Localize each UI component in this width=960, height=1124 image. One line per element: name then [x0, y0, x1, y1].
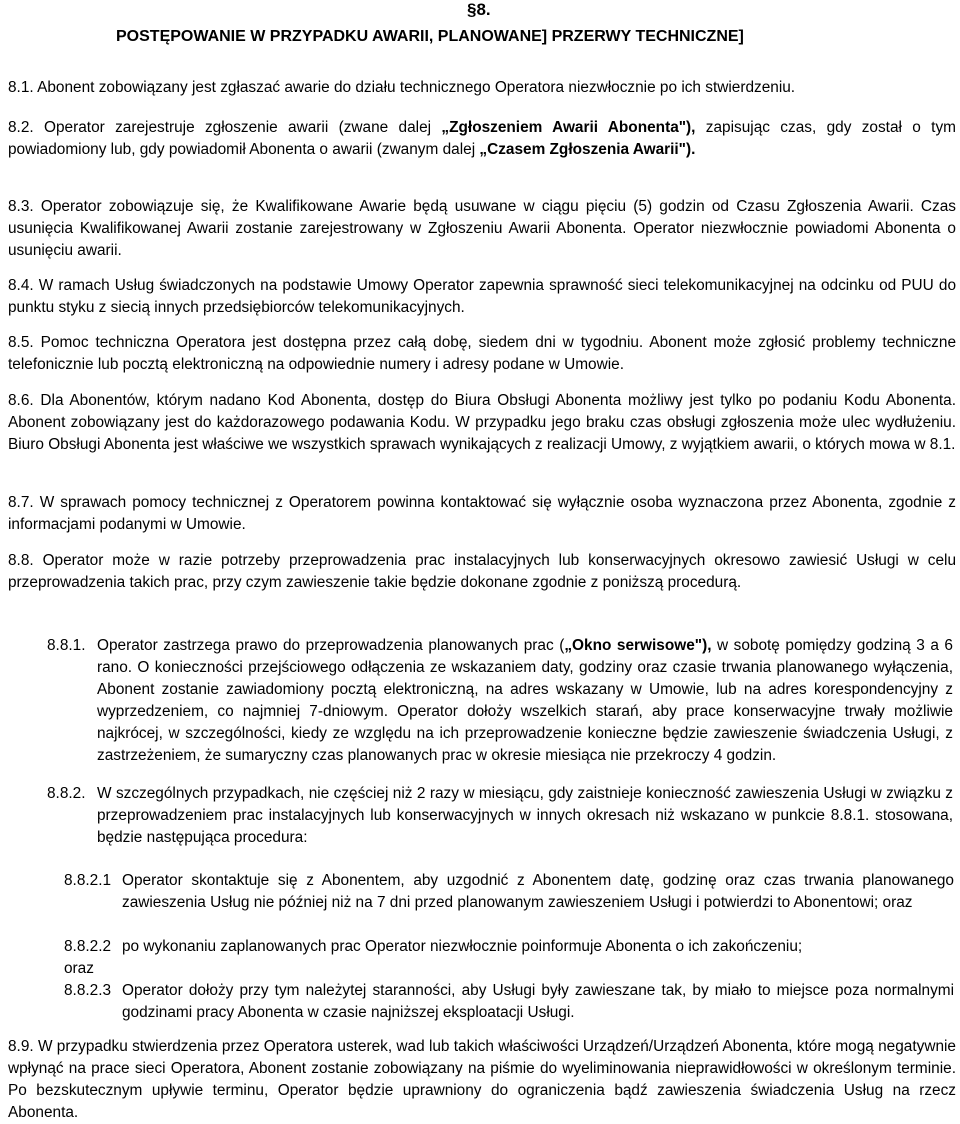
paragraph-8-4: 8.4. W ramach Usług świadczonych na podstawie Umowy Operator zapewnia sprawność sieci telekomunikacyjnej na odcinku od PUU do punktu styku z siecią innych przedsiębiorców telekomunikacyjnych. — [8, 277, 956, 316]
paragraph-8-8-2-1-number: 8.8.2.1 — [64, 872, 112, 889]
paragraph-8-8-2-3-number: 8.8.2.3 — [64, 982, 112, 999]
paragraph-8-8-1 — [47, 635, 953, 767]
paragraph-8-6: 8.6. Dla Abonentów, którym nadano Kod Abonenta, dostęp do Biura Obsługi Abonenta możliwy jest tylko po podaniu Kodu Abonenta. Abonent zobowiązany jest do każdorazowego podawania Kodu. W przypadku jego braku czas obsługi zgłoszenia może ulec wydłużeniu. Biuro Obsługi Abonenta jest właściwe we wszystkich sprawach wynikających z realizacji Umowy, z wyjątkiem awarii, o których mowa w 8.1. — [8, 392, 956, 453]
section-number: §8. — [467, 0, 491, 19]
paragraph-8-8-1-number: 8.8.1. — [47, 637, 86, 654]
paragraph-8-8-1-text-c: w sobotę pomiędzy godziną 3 a 6 rano. O konieczności przejściowego odłączenia ze wskazaniem daty, godziny oraz czasie trwania planowanego wyłączenia, Abonent zostanie zawiadomiony pocztą elektroniczną, na adres wskazany w Umowie, lub na adres korespondencyjny z wyprzedzeniem, co najmniej 7-dniowym. Operator dołoży wszelkich starań, aby prace konserwacyjne trwały możliwie najkrócej, w szczególności, kiedy ze względu na ich przeprowadzenie konieczne będzie zawieszenie świadczenia Usługi, z zastrzeżeniem, że sumaryczny czas planowanych prac w okresie miesiąca nie przekroczy 4 godzin. — [97, 637, 953, 764]
paragraph-8-8-2-2-continuation: oraz — [64, 960, 94, 977]
paragraph-8-8-2-2-number: 8.8.2.2 — [64, 938, 112, 955]
paragraph-8-9: 8.9. W przypadku stwierdzenia przez Operatora usterek, wad lub takich właściwości Urządzeń/Urządzeń Abonenta, które mogą negatywnie wpłynąć na prace sieci Operatora, Abonent zostanie zobowiązany na piśmie do wyeliminowania nieprawidłowości w określonym terminie. Po bezskutecznym upływie terminu, Operator będzie uprawniony do ograniczenia bądź zawieszenia świadczenia Usług na rzecz Abonenta. — [8, 1038, 956, 1121]
paragraph-8-2 — [8, 117, 956, 161]
section-title: POSTĘPOWANIE W PRZYPADKU AWARII, PLANOWANE] PRZERWY TECHNICZNE] — [116, 28, 744, 45]
paragraph-8-8-2-3-text: Operator dołoży przy tym należytej staranności, aby Usługi były zawieszane tak, by miało to miejsce poza normalnymi godzinami pracy Abonenta w czasie najniższej eksploatacji Usługi. — [122, 982, 954, 1021]
paragraph-8-8: 8.8. Operator może w razie potrzeby przeprowadzenia prac instalacyjnych lub konserwacyjnych okresowo zawiesić Usługi w celu przeprowadzenia takich prac, przy czym zawieszenie takie będzie dokonane zgodnie z poniższą procedurą. — [8, 552, 956, 591]
term-czas-zgloszenia: „Czasem Zgłoszenia Awarii"). — [479, 141, 696, 158]
paragraph-8-1: 8.1. Abonent zobowiązany jest zgłaszać awarie do działu technicznego Operatora niezwłocznie po ich stwierdzeniu. — [8, 79, 796, 96]
paragraph-8-2-text-a: 8.2. Operator zarejestruje zgłoszenie awarii (zwane dalej — [8, 119, 442, 136]
paragraph-8-8-2-2 — [64, 936, 954, 980]
paragraph-8-8-2-text: W szczególnych przypadkach, nie częściej niż 2 razy w miesiącu, gdy zaistnieje konieczność zawieszenia Usługi w związku z przeprowadzeniem prac instalacyjnych lub konserwacyjnych w innych okresach niż wskazano w punkcie 8.8.1. stosowana, będzie następująca procedura: — [97, 785, 953, 846]
paragraph-8-7: 8.7. W sprawach pomocy technicznej z Operatorem powinna kontaktować się wyłącznie osoba wyznaczona przez Abonenta, zgodnie z informacjami podanymi w Umowie. — [8, 494, 956, 533]
paragraph-8-8-2-number: 8.8.2. — [47, 785, 86, 802]
paragraph-8-8-2 — [47, 783, 953, 849]
paragraph-8-3: 8.3. Operator zobowiązuje się, że Kwalifikowane Awarie będą usuwane w ciągu pięciu (5) godzin od Czasu Zgłoszenia Awarii. Czas usunięcia Kwalifikowanej Awarii zostanie zarejestrowany w Zgłoszeniu Awarii Abonenta. Operator niezwłocznie powiadomi Abonenta o usunięciu awarii. — [8, 198, 956, 259]
paragraph-8-8-1-text-a: Operator zastrzega prawo do przeprowadzenia planowanych prac ( — [97, 637, 565, 654]
term-okno-serwisowe: „Okno serwisowe"), — [564, 637, 712, 654]
term-zgloszenie-awarii: „Zgłoszeniem Awarii Abonenta"), — [441, 119, 696, 136]
paragraph-8-8-2-2-text: po wykonaniu zaplanowanych prac Operator niezwłocznie poinformuje Abonenta o ich zakończeniu; — [122, 938, 803, 955]
paragraph-8-8-2-1 — [64, 870, 954, 914]
paragraph-8-2-text-c: zapisując czas, gdy został o tym powiadomiony lub, gdy powiadomił Abonenta o awarii (zwanym dalej — [8, 119, 956, 158]
paragraph-8-8-2-3 — [64, 980, 954, 1024]
paragraph-8-5: 8.5. Pomoc techniczna Operatora jest dostępna przez całą dobę, siedem dni w tygodniu. Abonent może zgłosić problemy techniczne telefonicznie lub pocztą elektroniczną na odpowiednie numery i adresy podane w Umowie. — [8, 334, 956, 373]
paragraph-8-8-2-1-text: Operator skontaktuje się z Abonentem, aby uzgodnić z Abonentem datę, godzinę oraz czas trwania planowanego zawieszenia Usług nie później niż na 7 dni przed planowanym zawieszeniem Usługi i potwierdzi to Abonentowi; oraz — [122, 872, 954, 911]
